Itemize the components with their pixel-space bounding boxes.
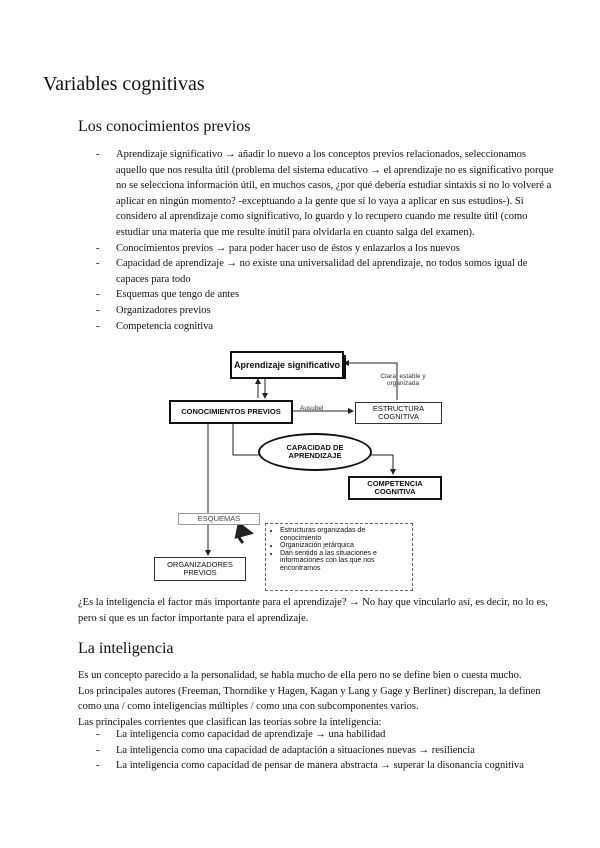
list-item: - Organizadores previos <box>96 303 556 319</box>
organizadores-previos-box: ORGANIZADORES PREVIOS <box>154 557 246 581</box>
concept-diagram <box>148 345 448 590</box>
capacidad-aprendizaje-ellipse: CAPACIDAD DE APRENDIZAJE <box>258 433 372 471</box>
paragraph-line: Es un concepto parecido a la personalidad, se habla mucho de ella pero no se define bien o cuesta mucho. <box>78 670 522 681</box>
description-item: • Estructuras organizadas de conocimiento <box>280 527 408 542</box>
conocimientos-list <box>96 147 556 334</box>
inteligencia-paragraph <box>78 668 556 730</box>
conocimientos-previos-box: CONOCIMIENTOS PREVIOS <box>169 400 293 424</box>
estructura-cognitiva-box: ESTRUCTURA COGNITIVA <box>355 402 442 424</box>
section-heading-inteligencia: La inteligencia <box>78 640 174 657</box>
description-item: • Organización jerárquica <box>280 542 408 550</box>
esquemas-description-box <box>265 523 413 591</box>
inteligencia-list <box>96 727 556 774</box>
question-paragraph: ¿Es la inteligencia el factor más importante para el aprendizaje? → No hay que vincularlo así, es decir, no lo es, pero sí que es un factor importante para el aprendizaje. <box>78 597 548 624</box>
list-item: - Competencia cognitiva <box>96 319 556 335</box>
section-heading-conocimientos: Los conocimientos previos <box>78 118 251 135</box>
list-item: - Conocimientos previos → para poder hacer uso de éstos y enlazarlos a los nuevos <box>96 241 556 257</box>
clara-label: Clara, estable y organizada <box>380 373 426 387</box>
paragraph-line: Las principales corrientes que clasifican las teorías sobre la inteligencia: <box>78 716 382 728</box>
aprendizaje-significativo-box: Aprendizaje significativo <box>230 351 344 379</box>
page-title: Variables cognitivas <box>43 73 205 95</box>
esquemas-box: ESQUEMAS <box>178 513 260 525</box>
list-item: - Capacidad de aprendizaje → no existe una universalidad del aprendizaje, no todos somos igual de capaces para todo <box>96 256 556 287</box>
paragraph-line: Los principales autores (Freeman, Thorndike y Hagen, Kagan y Lang y Gage y Berliner) discrepan, la definen como una / como inteligencias múltiples / como una con subcomponentes varios. <box>78 685 541 713</box>
description-item: • Dan sentido a las situaciones e informaciones con las que nos encontramos <box>280 550 408 573</box>
list-item: - Esquemas que tengo de antes <box>96 287 556 303</box>
list-item: - La inteligencia como capacidad de aprendizaje → una habilidad <box>96 727 556 743</box>
list-item: - La inteligencia como una capacidad de adaptación a situaciones nuevas → resiliencia <box>96 743 556 759</box>
competencia-cognitiva-box: COMPETENCIA COGNITIVA <box>348 476 442 500</box>
curved-arrow <box>239 532 252 543</box>
list-item: - La inteligencia como capacidad de pensar de manera abstracta → superar la disonancia cognitiva <box>96 758 556 774</box>
list-item: - Aprendizaje significativo → añadir lo nuevo a los conceptos previos relacionados, seleccionamos aquello que nos resulta útil (problema del sistema educativo → el aprendizaje no es significativo porque no se selecciona información útil, en muchos casos, ¿por qué debería estudiar sintaxis si no lo volveré a aplicar en ningún momento? -exceptuando a la gente que sí lo vaya a aplicar en sus estudios-). Si considero al aprendizaje como significativo, lo guardo y lo recupero cuando me resulte útil (como estudiar una materia que me resulte inútil para olvidarla en cuanto salga del examen). <box>96 147 556 241</box>
ausubel-label: Ausubel <box>300 405 324 412</box>
